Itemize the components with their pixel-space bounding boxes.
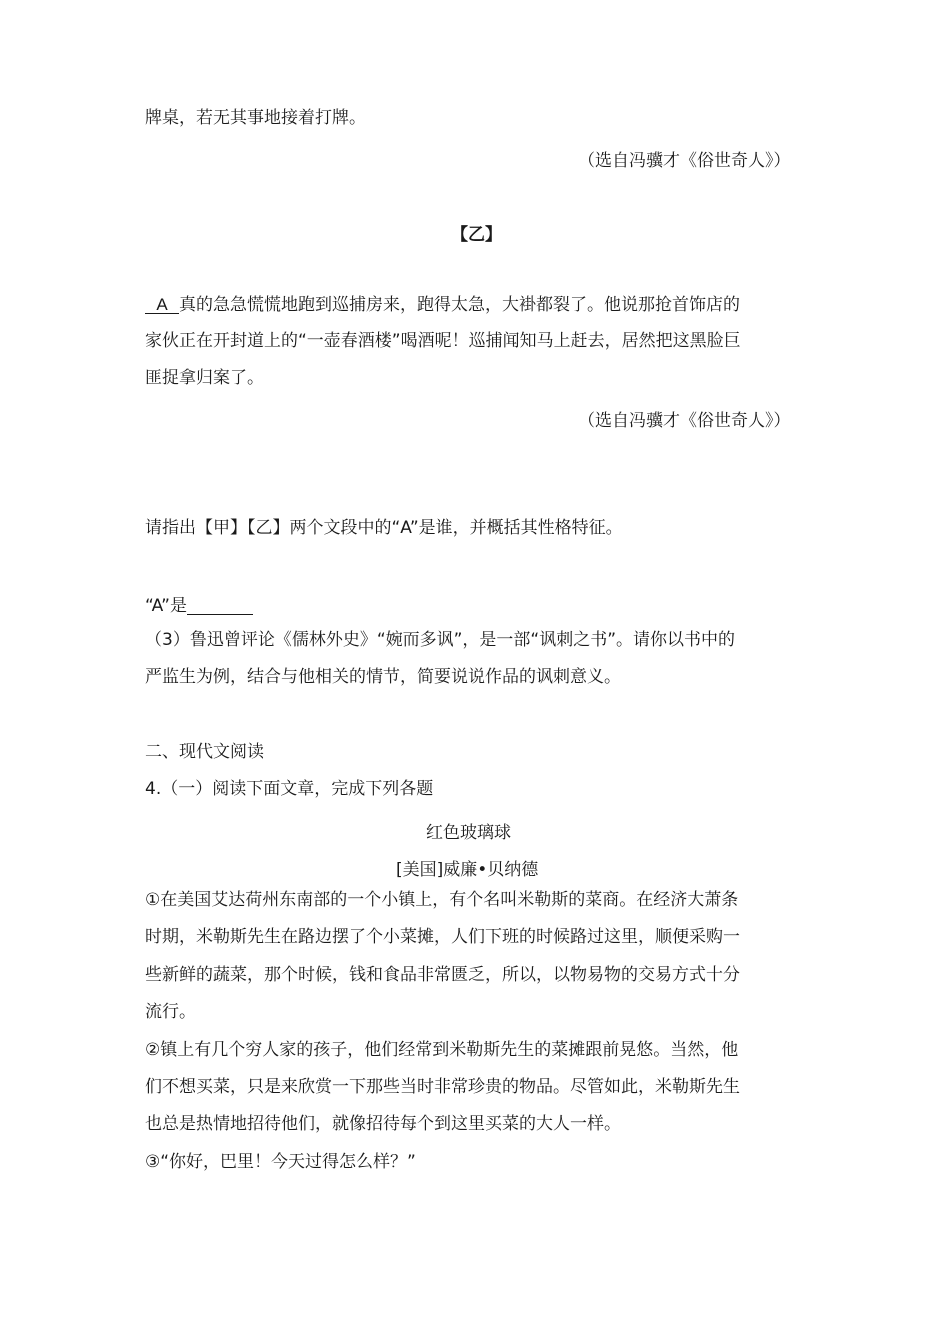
text-line: 家伙正在开封道上的“一壶春酒楼”喝酒呢！巡捕闻知马上赶去，居然把这黑脸巨 <box>145 331 741 351</box>
fill-blank-a: A <box>145 296 179 314</box>
text-line <box>145 296 740 314</box>
source-citation: （选自冯骥才《俗世奇人》） <box>578 411 791 431</box>
question-3-line: 严监生为例，结合与他相关的情节，简要说说作品的讽刺意义。 <box>145 667 621 687</box>
paragraph-line: 们不想买菜，只是来欣赏一下那些当时非常珍贵的物品。尽管如此，米勒斯先生 <box>145 1077 740 1097</box>
text-line: 牌桌，若无其事地接着打牌。 <box>145 108 366 128</box>
question-3-line: （3）鲁迅曾评论《儒林外史》“婉而多讽”，是一部“讽刺之书”。请你以书中的 <box>145 630 736 650</box>
article-title: 红色玻璃球 <box>426 823 511 843</box>
paragraph-line: ①在美国艾达荷州东南部的一个小镇上，有个名叫米勒斯的菜商。在经济大萧条 <box>145 890 739 910</box>
question-prompt: 请指出【甲】【乙】两个文段中的“A”是谁，并概括其性格特征。 <box>145 518 623 538</box>
paragraph-line: 也总是热情地招待他们，就像招待每个到这里买菜的大人一样。 <box>145 1114 621 1134</box>
paragraph-line: 些新鲜的蔬菜，那个时候，钱和食品非常匮乏，所以，以物易物的交易方式十分 <box>145 965 740 985</box>
section-heading-yi: 【乙】 <box>451 225 502 245</box>
answer-line <box>145 596 253 615</box>
answer-prefix: “A”是 <box>145 596 187 616</box>
question-4-header: 4.（一）阅读下面文章，完成下列各题 <box>145 779 434 799</box>
article-author: [美国]威廉•贝纳德 <box>396 860 539 880</box>
paragraph-line: 流行。 <box>145 1002 196 1022</box>
text-line-content: 真的急急慌慌地跑到巡捕房来，跑得太急，大褂都裂了。他说那抢首饰店的 <box>179 295 740 315</box>
paragraph-line: ③“你好，巴里！今天过得怎么样？” <box>145 1152 416 1172</box>
text-line: 匪捉拿归案了。 <box>145 368 264 388</box>
paragraph-line: 时期，米勒斯先生在路边摆了个小菜摊，人们下班的时候路过这里，顺便采购一 <box>145 927 740 947</box>
section-title: 二、现代文阅读 <box>145 742 264 762</box>
paragraph-line: ②镇上有几个穷人家的孩子，他们经常到米勒斯先生的菜摊跟前晃悠。当然，他 <box>145 1040 739 1060</box>
answer-blank[interactable] <box>187 596 253 615</box>
source-citation: （选自冯骥才《俗世奇人》） <box>578 151 791 171</box>
